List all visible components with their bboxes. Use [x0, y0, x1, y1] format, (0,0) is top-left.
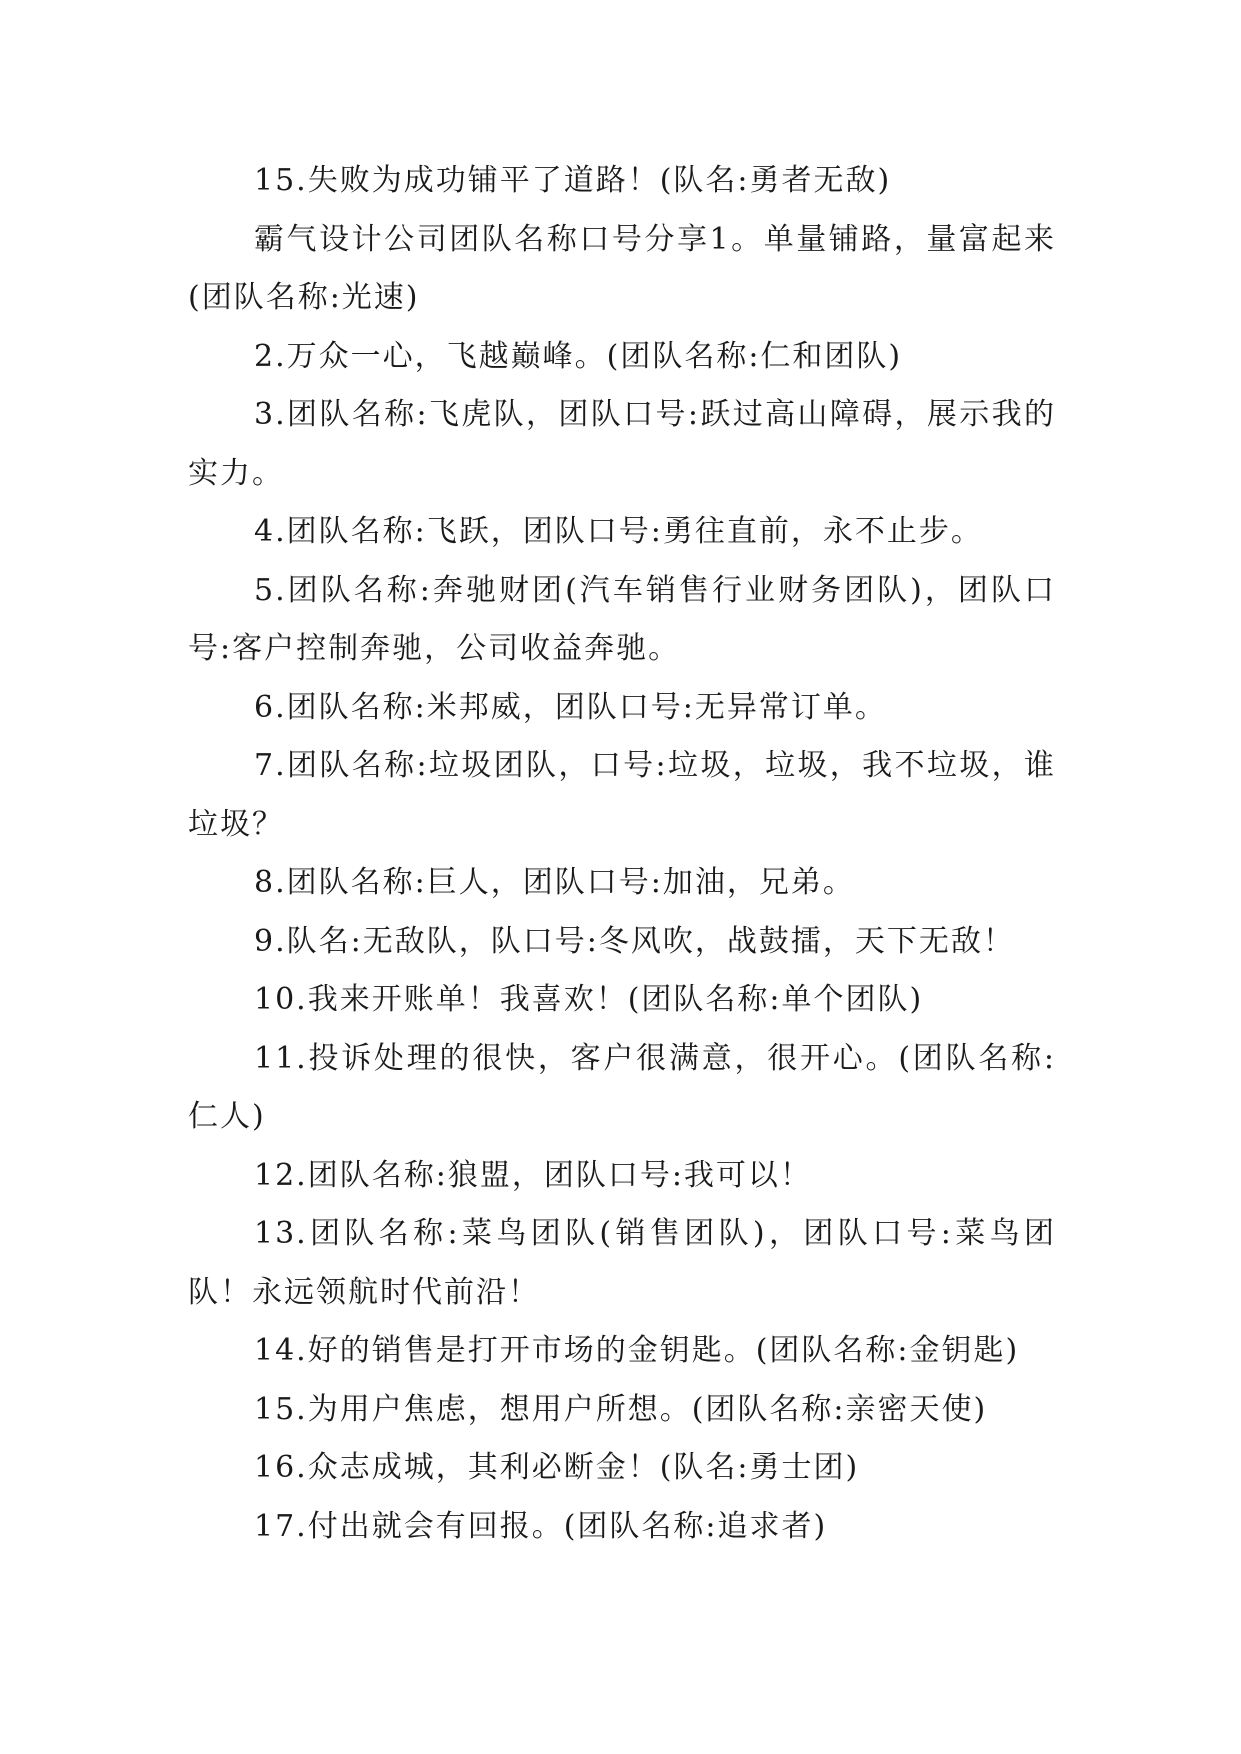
paragraph-10: 9.队名:无敌队，队口号:冬风吹，战鼓擂，天下无敌！: [254, 923, 1015, 959]
paragraph-18: 17.付出就会有回报。(团队名称:追求者): [254, 1508, 828, 1544]
paragraph-13: 12.团队名称:狼盟，团队口号:我可以！: [254, 1157, 812, 1193]
paragraph-11: 10.我来开账单！我喜欢！(团队名称:单个团队): [254, 982, 924, 1017]
paragraph-14: 13.团队名称:菜鸟团队(销售团队)，团队口号:菜鸟团队！永远领航时代前沿！: [188, 1216, 1056, 1310]
paragraph-1: 15.失败为成功铺平了道路！(队名:勇者无敌): [254, 163, 892, 198]
paragraph-9: 8.团队名称:巨人，团队口号:加油，兄弟。: [254, 865, 855, 900]
paragraph-8: 7.团队名称:垃圾团队，口号:垃圾，垃圾，我不垃圾，谁垃圾？: [188, 748, 1056, 842]
paragraph-3: 2.万众一心，飞越巅峰。(团队名称:仁和团队): [254, 338, 903, 374]
paragraph-15: 14.好的销售是打开市场的金钥匙。(团队名称:金钥匙): [254, 1333, 1020, 1368]
paragraph-4: 3.团队名称:飞虎队，团队口号:跃过高山障碍，展示我的实力。: [188, 397, 1056, 491]
paragraph-12: 11.投诉处理的很快，客户很满意，很开心。(团队名称:仁人): [188, 1040, 1056, 1134]
paragraph-5: 4.团队名称:飞跃，团队口号:勇往直前，永不止步。: [254, 514, 983, 549]
paragraph-2: 霸气设计公司团队名称口号分享1。单量铺路，量富起来(团队名称:光速): [188, 221, 1056, 315]
paragraph-16: 15.为用户焦虑，想用户所想。(团队名称:亲密天使): [254, 1391, 988, 1427]
paragraph-17: 16.众志成城，其利必断金！(队名:勇士团): [254, 1450, 860, 1485]
paragraph-6: 5.团队名称:奔驰财团(汽车销售行业财务团队)，团队口号:客户控制奔驰，公司收益奔驰。: [188, 572, 1056, 666]
paragraph-7: 6.团队名称:米邦威，团队口号:无异常订单。: [254, 689, 887, 725]
document-body: [188, 152, 1056, 1556]
